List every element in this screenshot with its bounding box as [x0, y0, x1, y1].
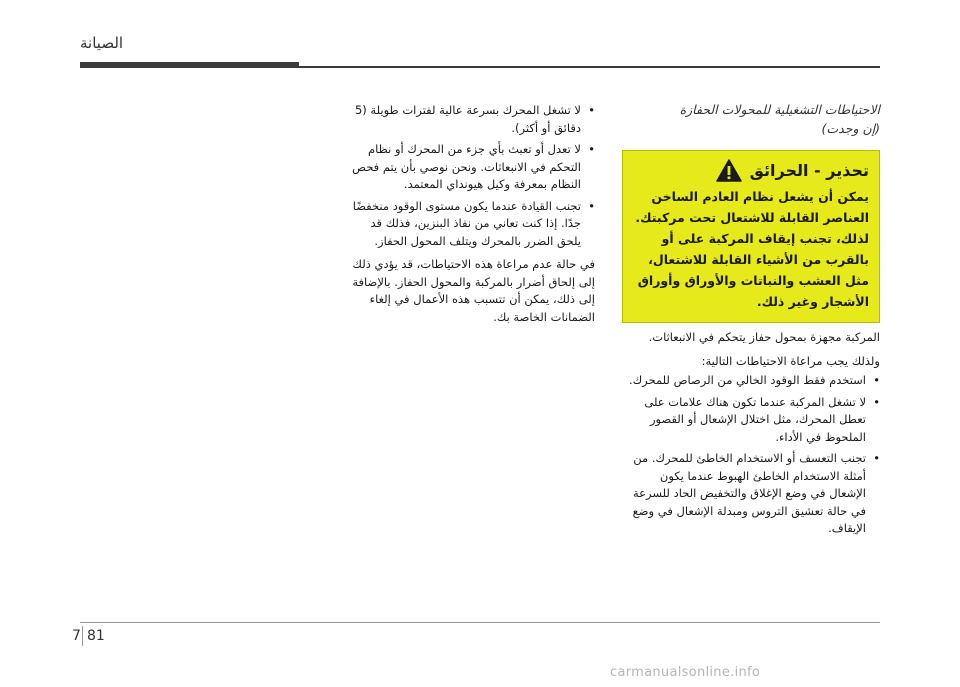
list-item: • لا تشغل المحرك بسرعة عالية لفترات طويلة (5 دقائق أو أكثر). [354, 103, 595, 135]
list-item: • تجنب التعسف أو الاستخدام الخاطئ للمحرك. من أمثلة الاستخدام الخاطئ الهبوط عندما يكون الإشعال في وضع الإغلاق والتخفيض الحاد للسرعة في حالة تعشيق التروس ومبدلة الإشعال في وضع الإيقاف. [632, 451, 880, 535]
page-number: 81 [87, 628, 105, 644]
bullet-icon: • [873, 451, 880, 465]
chapter-number: 7 [72, 628, 81, 644]
bullet-icon: • [873, 394, 880, 409]
warning-title: تحذير - الحرائق [749, 161, 869, 180]
warning-body: يمكن أن يشعل نظام العادم الساخن العناصر القابلة للاشتعال تحت مركبتك. لذلك، تجنب إيقاف المركبة على أو بالقرب من الأشياء القابلة للاشتعال، مثل العشب والنباتات والأوراق وأوراق الأشجار وغير ذلك. [635, 189, 869, 309]
page-header-title: الصيانة [80, 34, 124, 52]
section-heading-line2: (إن وجدت) [821, 121, 880, 136]
left-column [345, 100, 595, 326]
warning-box [622, 150, 880, 323]
list-item: • لا تعدل أو تعبث بأي جزء من المحرك أو نظام التحكم في الانبعاثات. ونحن نوصي بأن يتم فحص النظام بمعرفة وكيل هيونداي المعتمد. [352, 142, 595, 191]
right-column [622, 100, 880, 542]
bullet-icon: • [588, 198, 595, 213]
header-rule-thin [299, 66, 880, 68]
precautions-list-continued [345, 102, 595, 250]
intro-paragraph-2: ولذلك يجب مراعاة الاحتياطات التالية: [701, 353, 880, 368]
closing-paragraph: في حالة عدم مراعاة هذه الاحتياطات، قد يؤدي ذلك إلى إلحاق أضرار بالمركبة والمحول الحفاز. بالإضافة إلى ذلك، يمكن أن تتسبب هذه الأعمال في إلغاء الضمانات الخاصة بك. [352, 257, 595, 324]
section-heading [622, 100, 880, 138]
watermark: carmanualsonline.info [610, 665, 761, 680]
header-rule-thick [80, 62, 299, 68]
section-heading-line1: الاحتياطات التشغيلية للمحولات الحفازة [679, 102, 880, 117]
warning-triangle-icon [716, 159, 742, 182]
list-item: • لا تشغل المركبة عندما تكون هناك علامات على تعطل المحرك، مثل اختلال الإشعال أو القصور الملحوظ في الأداء. [644, 394, 880, 444]
footer-rule [80, 622, 880, 623]
list-item: • تجنب القيادة عندما يكون مستوى الوقود منخفضًا جدًا. إذا كنت تعاني من نفاذ البنزين، فذلك قد يلحق الضرر بالمحرك ويتلف المحول الحفاز. [352, 198, 595, 248]
header-rule [80, 62, 880, 68]
bullet-icon: • [588, 103, 595, 117]
page-number-divider [82, 626, 83, 646]
warning-title-row [633, 159, 869, 182]
intro-paragraph-1: المركبة مجهزة بمحول حفاز يتحكم في الانبعاثات. [648, 330, 880, 344]
precautions-list [622, 372, 880, 538]
bullet-icon: • [873, 373, 880, 387]
list-item: • استخدم فقط الوقود الخالي من الرصاص للمحرك. [622, 372, 880, 390]
bullet-icon: • [588, 142, 595, 156]
